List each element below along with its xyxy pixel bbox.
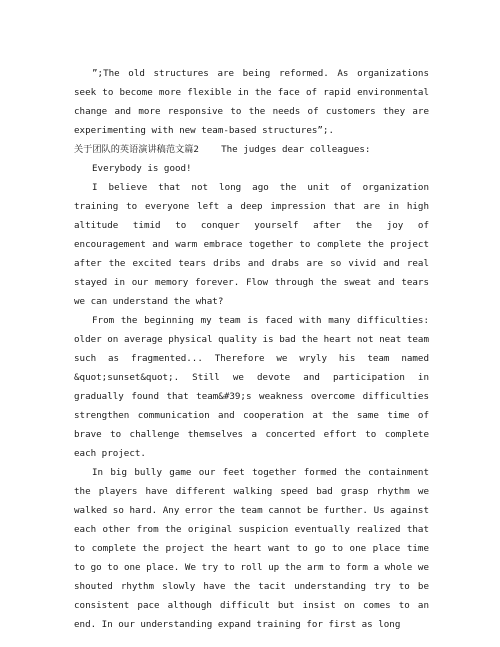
paragraph-intro-quote: ”;The old structures are being reformed. As organizations seek to become more flexible in the face of rapid environmental change and more responsive to the needs of customers they are experimenting with new team-based structures”;. <box>74 68 429 136</box>
paragraph-big-bully-game: In big bully game our feet together formed the containment the players have different walking speed bad grasp rhythm we walked so hard. Any error the team cannot be further. Us against each other from the original suspicion eventually realized that to complete the project the heart want to go to one place time to go to one place. We try to roll up the arm to form a whole we shouted rhythm slowly have the tacit understanding try to be consistent pace although difficult but insist on comes to an end. In our understanding expand training for first as long <box>74 467 429 630</box>
paragraph-training-memory: I believe that not long ago the unit of organization training to everyone left a deep impression that are in high altitude timid to conquer yourself after the joy of encouragement and warm embrace together to complete the project after the excited tears dribs and drabs are so vivid and real stayed in our memory forever. Flow through the sweat and tears we can understand the what? <box>74 182 429 307</box>
document-body <box>74 64 429 634</box>
paragraph-team-difficulties: From the beginning my team is faced with many difficulties: older on average physical quality is bad the heart not neat team such as fragmented... Therefore we wryly his team named &quot;sunset&quot;. Still we devote and participation in gradually found that team&#39;s weakness overcome difficulties strengthen communication and cooperation at the same time of brave to challenge themselves a concerted effort to complete each project. <box>74 315 429 459</box>
paragraph-greeting: Everybody is good! <box>92 163 192 174</box>
section-heading: 关于团队的英语演讲稿范文篇2 The judges dear colleagues: <box>74 144 371 155</box>
